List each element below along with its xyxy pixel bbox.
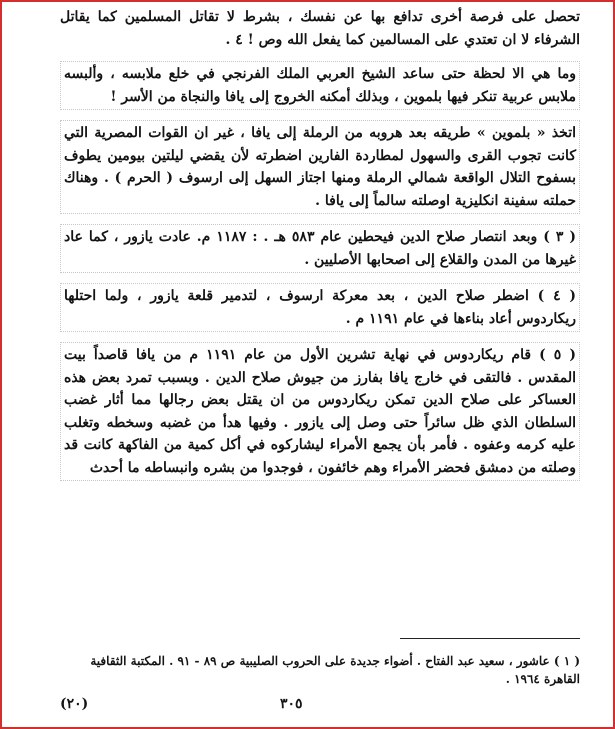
paragraph-6: ( ٥ ) قام ريكاردوس في نهاية تشرين الأول من عام ١١٩١ م من يافا قاصداً بيت المقدس . فالتقى في خارج يافا بفارز من جيوش صلاح الدين . وبسبب تمرد بعض هذه العساكر على صلاح الدين تمكن ريكاردوس من ان يقتل بعض رجالها مما أثار غضب السلطان الذي ظل سائراً حتى وصل إلى يازور . وفيها هدأ من غضبه وسخطه وتغلب عليه كرمه وعفوه . فأمر بأن يجمع الأمراء ليشاركوه في أكل كمية من الفاكهة كانت قد وصلته من دمشق فحضر الأمراء وهم خائفون ، فوجدوا من بشره وانبساطه ما أحدث (60, 342, 580, 481)
paragraph-3: اتخذ « بلموين » طريقه بعد هروبه من الرملة إلى يافا ، غير ان القوات المصرية التي كانت تجوب القرى والسهول لمطاردة الفارين اضطرته لأن يقضي ليلتين بيومين يطوف بسفوح التلال الواقعة شمالي الرملة ومنها اجتاز السهل إلى ارسوف ( الحرم ) . وهناك حملته سفينة انكليزية اوصلته سالماً إلى يافا . (60, 120, 580, 214)
signature-number: (٢٠) (60, 696, 89, 712)
paragraph-4: ( ٣ ) وبعد انتصار صلاح الدين فيحطين عام ٥٨٣ هـ . : ١١٨٧ م. عادت يازور ، كما عاد غيرها من المدن والقلاع إلى اصحابها الأصليين . (60, 224, 580, 273)
paragraph-2: وما هي الا لحظة حتى ساعد الشيخ العربي الملك الفرنجي في خلع ملابسه ، وألبسه ملابس عربية تنكر فيها بلموين ، وبذلك أمكنه الخروج إلى يافا والنجاة من الأسر ! (60, 61, 580, 110)
page-footer (60, 696, 580, 718)
footnote-divider (400, 638, 580, 639)
page-number: ٣٠٥ (280, 696, 303, 712)
book-page (60, 6, 580, 718)
paragraph-5: ( ٤ ) اضطر صلاح الدين ، بعد معركة ارسوف ، لتدمير قلعة يازور ، ولما احتلها ريكاردوس أعاد بناءها في عام ١١٩١ م . (60, 283, 580, 332)
paragraph-1: تحصل على فرصة أخرى تدافع بها عن نفسك ، بشرط لا تقاتل المسلمين كما يقاتل الشرفاء لا ان تعتدي على المسالمين كما يفعل الله وص ! ٤ . (60, 9, 580, 48)
footnote: ( ١ ) عاشور ، سعيد عبد الفتاح . أضواء جديدة على الحروب الصليبية ص ٨٩ - ٩١ . المكتبة الثقافية القاهرة ١٩٦٤ . (90, 654, 580, 686)
